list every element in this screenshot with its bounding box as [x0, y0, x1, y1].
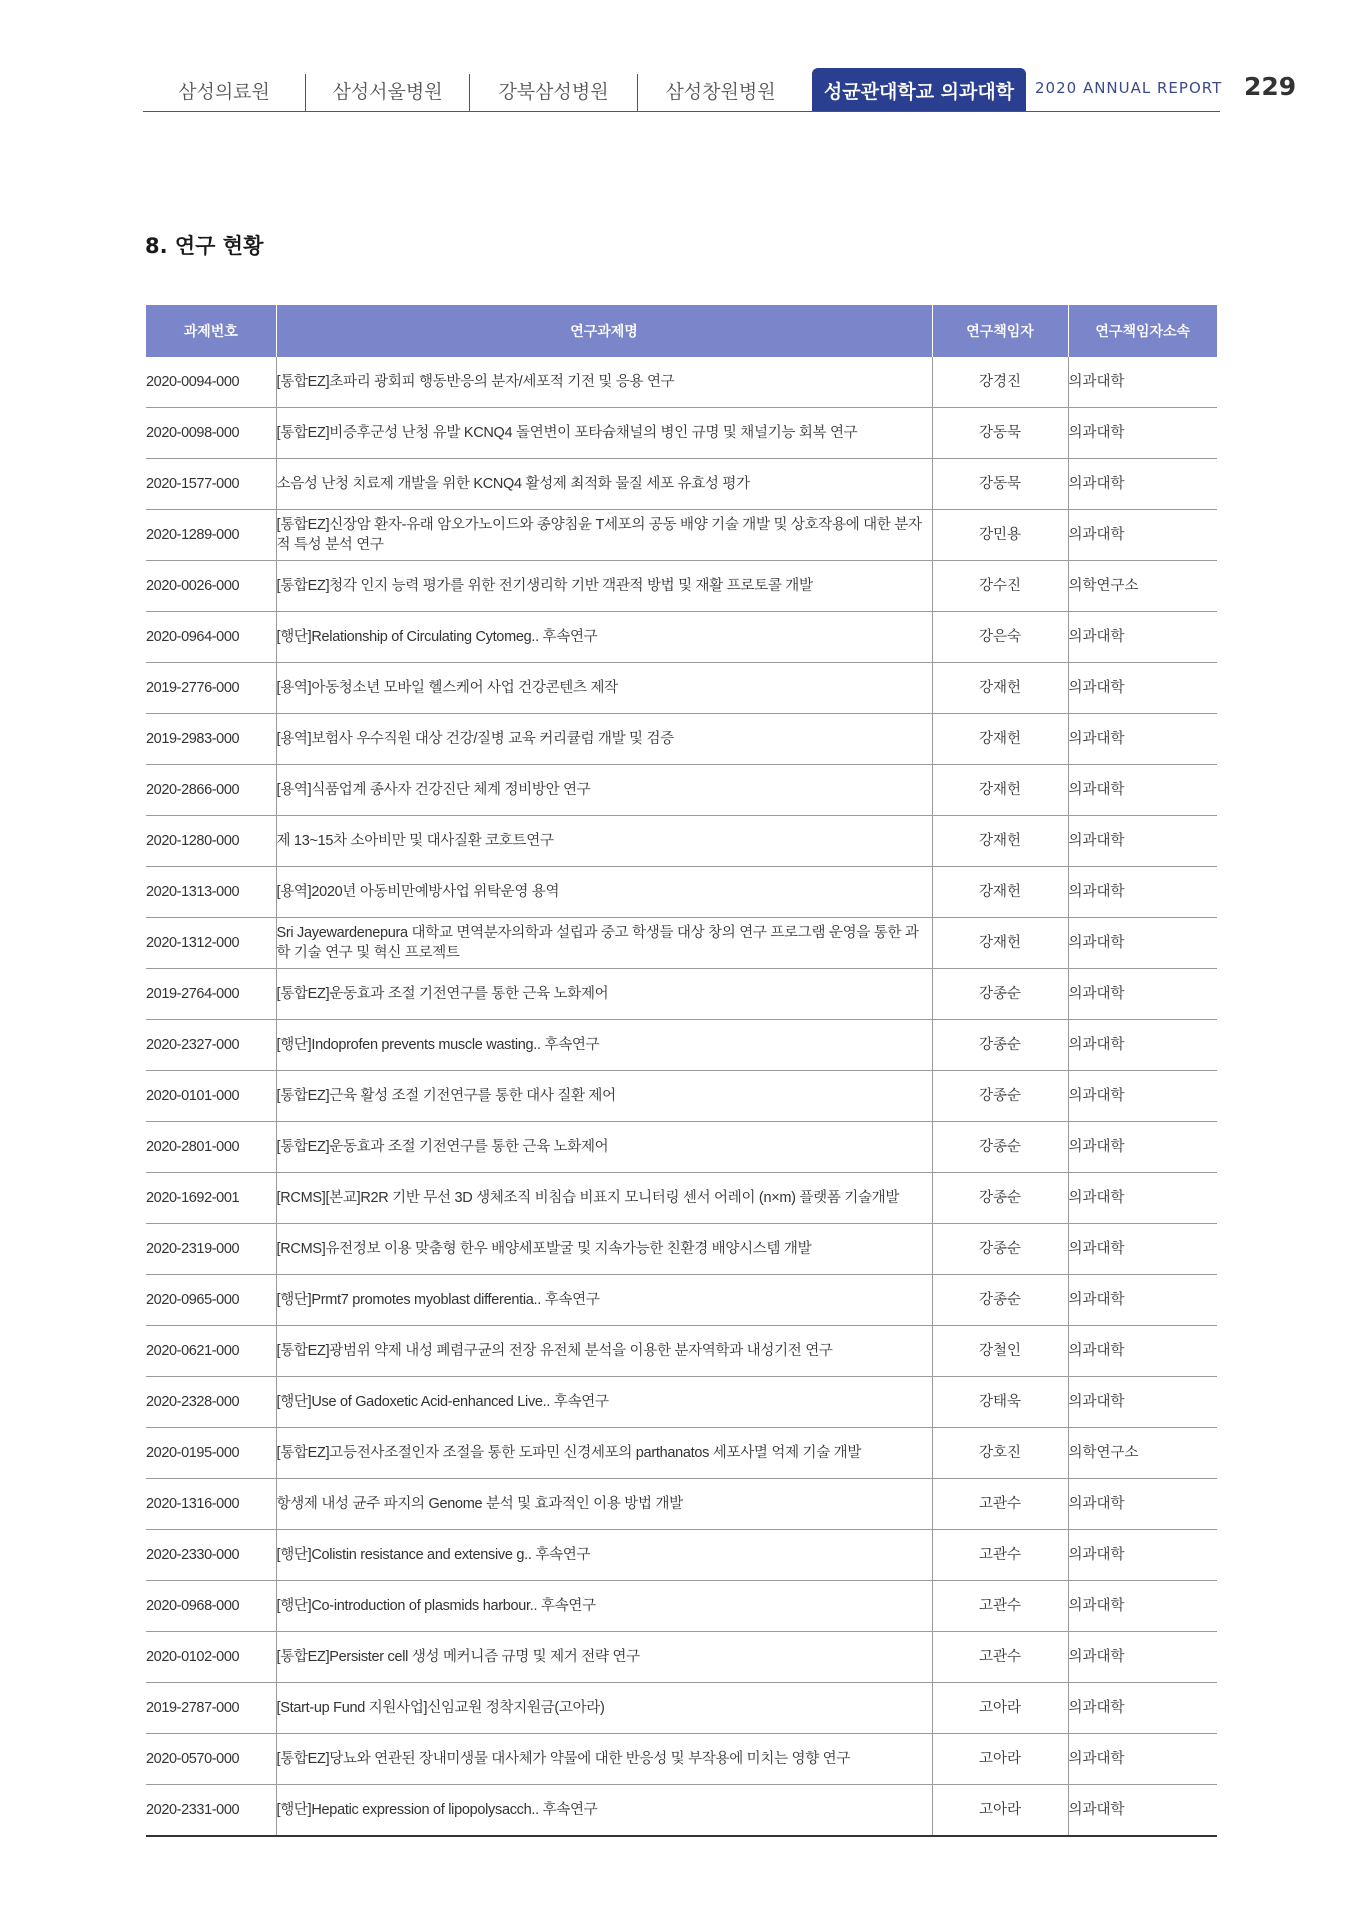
- cell-principal-investigator: 고아라: [932, 1683, 1068, 1734]
- cell-principal-investigator: 고관수: [932, 1530, 1068, 1581]
- section-title: 8. 연구 현황: [145, 234, 264, 258]
- cell-project-title: [Start-up Fund 지원사업]신임교원 정착지원금(고아라): [276, 1683, 932, 1734]
- cell-project-number: 2020-0570-000: [146, 1734, 276, 1785]
- cell-project-title: [통합EZ]고등전사조절인자 조절을 통한 도파민 신경세포의 parthanatos 세포사멸 억제 기술 개발: [276, 1428, 932, 1479]
- header-investigator-affiliation: 연구책임자소속: [1068, 305, 1217, 357]
- cell-affiliation: 의과대학: [1068, 459, 1217, 510]
- cell-affiliation: 의과대학: [1068, 1479, 1217, 1530]
- cell-project-number: 2020-0026-000: [146, 561, 276, 612]
- table-row: [146, 1173, 1217, 1224]
- cell-affiliation: 의과대학: [1068, 408, 1217, 459]
- cell-principal-investigator: 강종순: [932, 1173, 1068, 1224]
- cell-project-number: 2020-2866-000: [146, 765, 276, 816]
- cell-project-title: [행단]Colistin resistance and extensive g.. 후속연구: [276, 1530, 932, 1581]
- cell-principal-investigator: 강재헌: [932, 816, 1068, 867]
- tab-samsung-medical-center[interactable]: 삼성의료원: [178, 80, 270, 103]
- cell-project-number: 2020-2319-000: [146, 1224, 276, 1275]
- cell-principal-investigator: 강종순: [932, 969, 1068, 1020]
- cell-principal-investigator: 강태욱: [932, 1377, 1068, 1428]
- cell-affiliation: 의과대학: [1068, 1632, 1217, 1683]
- table-row: [146, 1326, 1217, 1377]
- cell-affiliation: 의과대학: [1068, 969, 1217, 1020]
- cell-principal-investigator: 고관수: [932, 1479, 1068, 1530]
- cell-affiliation: 의과대학: [1068, 714, 1217, 765]
- cell-project-number: 2020-2801-000: [146, 1122, 276, 1173]
- research-status-table: [146, 305, 1217, 1837]
- cell-affiliation: 의과대학: [1068, 1377, 1217, 1428]
- cell-project-title: [행단]Co-introduction of plasmids harbour.. 후속연구: [276, 1581, 932, 1632]
- table-body: [146, 357, 1217, 1836]
- table-row: [146, 1428, 1217, 1479]
- table-row: [146, 1377, 1217, 1428]
- cell-project-number: 2020-2331-000: [146, 1785, 276, 1837]
- table-row: [146, 714, 1217, 765]
- report-title: 2020 ANNUAL REPORT: [1035, 79, 1223, 97]
- table-row: [146, 357, 1217, 408]
- cell-project-title: [용역]보험사 우수직원 대상 건강/질병 교육 커리큘럼 개발 및 검증: [276, 714, 932, 765]
- cell-affiliation: 의과대학: [1068, 1020, 1217, 1071]
- cell-project-number: 2019-2776-000: [146, 663, 276, 714]
- cell-affiliation: 의과대학: [1068, 1275, 1217, 1326]
- cell-project-title: [행단]Relationship of Circulating Cytomeg.. 후속연구: [276, 612, 932, 663]
- cell-principal-investigator: 강호진: [932, 1428, 1068, 1479]
- cell-project-title: [통합EZ]근육 활성 조절 기전연구를 통한 대사 질환 제어: [276, 1071, 932, 1122]
- cell-affiliation: 의과대학: [1068, 1785, 1217, 1837]
- cell-principal-investigator: 강종순: [932, 1224, 1068, 1275]
- table-row: [146, 612, 1217, 663]
- cell-affiliation: 의학연구소: [1068, 561, 1217, 612]
- cell-project-number: 2020-0101-000: [146, 1071, 276, 1122]
- cell-project-number: 2020-0621-000: [146, 1326, 276, 1377]
- cell-principal-investigator: 고아라: [932, 1734, 1068, 1785]
- cell-project-number: 2020-1316-000: [146, 1479, 276, 1530]
- cell-project-number: 2020-0965-000: [146, 1275, 276, 1326]
- cell-affiliation: 의과대학: [1068, 918, 1217, 969]
- table-row: [146, 459, 1217, 510]
- cell-principal-investigator: 강재헌: [932, 918, 1068, 969]
- cell-project-number: 2020-1312-000: [146, 918, 276, 969]
- cell-project-title: [통합EZ]당뇨와 연관된 장내미생물 대사체가 약물에 대한 반응성 및 부작용에 미치는 영향 연구: [276, 1734, 932, 1785]
- cell-project-title: [용역]식품업계 종사자 건강진단 체계 정비방안 연구: [276, 765, 932, 816]
- cell-project-title: [통합EZ]초파리 광회피 행동반응의 분자/세포적 기전 및 응용 연구: [276, 357, 932, 408]
- cell-affiliation: 의과대학: [1068, 357, 1217, 408]
- cell-affiliation: 의과대학: [1068, 1683, 1217, 1734]
- cell-project-title: [통합EZ]광범위 약제 내성 폐렴구균의 전장 유전체 분석을 이용한 분자역학과 내성기전 연구: [276, 1326, 932, 1377]
- table-row: [146, 663, 1217, 714]
- cell-project-number: 2020-0964-000: [146, 612, 276, 663]
- cell-project-title: [행단]Prmt7 promotes myoblast differentia.. 후속연구: [276, 1275, 932, 1326]
- table-row: [146, 1734, 1217, 1785]
- table-row: [146, 1224, 1217, 1275]
- table-row: [146, 969, 1217, 1020]
- cell-affiliation: 의과대학: [1068, 1071, 1217, 1122]
- cell-project-number: 2020-0094-000: [146, 357, 276, 408]
- cell-project-number: 2020-0968-000: [146, 1581, 276, 1632]
- cell-principal-investigator: 강종순: [932, 1122, 1068, 1173]
- cell-project-number: 2020-0195-000: [146, 1428, 276, 1479]
- tab-kangbuk-samsung-hospital[interactable]: 강북삼성병원: [498, 80, 609, 103]
- cell-project-number: 2020-1280-000: [146, 816, 276, 867]
- cell-principal-investigator: 강동묵: [932, 459, 1068, 510]
- cell-principal-investigator: 강재헌: [932, 663, 1068, 714]
- cell-project-number: 2020-1577-000: [146, 459, 276, 510]
- cell-affiliation: 의학연구소: [1068, 1428, 1217, 1479]
- table-row: [146, 1632, 1217, 1683]
- cell-project-title: [행단]Use of Gadoxetic Acid-enhanced Live.. 후속연구: [276, 1377, 932, 1428]
- cell-principal-investigator: 강수진: [932, 561, 1068, 612]
- cell-affiliation: 의과대학: [1068, 612, 1217, 663]
- cell-affiliation: 의과대학: [1068, 1326, 1217, 1377]
- cell-principal-investigator: 고관수: [932, 1632, 1068, 1683]
- cell-principal-investigator: 고관수: [932, 1581, 1068, 1632]
- cell-project-title: Sri Jayewardenepura 대학교 면역분자의학과 설립과 중고 학생들 대상 창의 연구 프로그램 운영을 통한 과학 기술 연구 및 혁신 프로젝트: [276, 918, 932, 969]
- table-row: [146, 1785, 1217, 1837]
- cell-project-title: [용역]아동청소년 모바일 헬스케어 사업 건강콘텐츠 제작: [276, 663, 932, 714]
- cell-project-title: 항생제 내성 균주 파지의 Genome 분석 및 효과적인 이용 방법 개발: [276, 1479, 932, 1530]
- cell-project-number: 2020-2330-000: [146, 1530, 276, 1581]
- cell-project-title: [RCMS][본교]R2R 기반 무선 3D 생체조직 비침습 비표지 모니터링 센서 어레이 (n×m) 플랫폼 기술개발: [276, 1173, 932, 1224]
- cell-project-number: 2019-2983-000: [146, 714, 276, 765]
- cell-project-title: [용역]2020년 아동비만예방사업 위탁운영 용역: [276, 867, 932, 918]
- cell-project-number: 2020-1313-000: [146, 867, 276, 918]
- cell-principal-investigator: 강은숙: [932, 612, 1068, 663]
- cell-project-number: 2020-2327-000: [146, 1020, 276, 1071]
- header-project-number: 과제번호: [146, 305, 276, 357]
- table-row: [146, 561, 1217, 612]
- cell-project-title: 제 13~15차 소아비만 및 대사질환 코호트연구: [276, 816, 932, 867]
- page-number: 229: [1244, 72, 1297, 101]
- table-row: [146, 510, 1217, 561]
- table-row: [146, 816, 1217, 867]
- cell-principal-investigator: 강철인: [932, 1326, 1068, 1377]
- cell-project-title: [RCMS]유전정보 이용 맞춤형 한우 배양세포발굴 및 지속가능한 친환경 배양시스템 개발: [276, 1224, 932, 1275]
- cell-affiliation: 의과대학: [1068, 1734, 1217, 1785]
- table-row: [146, 1071, 1217, 1122]
- cell-affiliation: 의과대학: [1068, 1581, 1217, 1632]
- cell-principal-investigator: 강종순: [932, 1275, 1068, 1326]
- header-project-title: 연구과제명: [276, 305, 932, 357]
- table-row: [146, 1581, 1217, 1632]
- table-row: [146, 408, 1217, 459]
- cell-principal-investigator: 강재헌: [932, 867, 1068, 918]
- cell-project-title: [행단]Indoprofen prevents muscle wasting.. 후속연구: [276, 1020, 932, 1071]
- cell-principal-investigator: 고아라: [932, 1785, 1068, 1837]
- tab-samsung-changwon-hospital[interactable]: 삼성창원병원: [665, 80, 776, 103]
- cell-affiliation: 의과대학: [1068, 1122, 1217, 1173]
- table-row: [146, 1020, 1217, 1071]
- cell-principal-investigator: 강민용: [932, 510, 1068, 561]
- cell-affiliation: 의과대학: [1068, 816, 1217, 867]
- cell-principal-investigator: 강경진: [932, 357, 1068, 408]
- table-header-row: [146, 305, 1217, 357]
- cell-project-title: [통합EZ]비증후군성 난청 유발 KCNQ4 돌연변이 포타슘채널의 병인 규명 및 채널기능 회복 연구: [276, 408, 932, 459]
- cell-project-number: 2019-2764-000: [146, 969, 276, 1020]
- cell-project-title: [통합EZ]청각 인지 능력 평가를 위한 전기생리학 기반 객관적 방법 및 재활 프로토콜 개발: [276, 561, 932, 612]
- table-row: [146, 1683, 1217, 1734]
- cell-affiliation: 의과대학: [1068, 1530, 1217, 1581]
- cell-project-number: 2020-1692-001: [146, 1173, 276, 1224]
- table-row: [146, 867, 1217, 918]
- cell-project-number: 2019-2787-000: [146, 1683, 276, 1734]
- cell-affiliation: 의과대학: [1068, 510, 1217, 561]
- cell-project-title: [통합EZ]신장암 환자-유래 암오가노이드와 종양침윤 T세포의 공동 배양 기술 개발 및 상호작용에 대한 분자적 특성 분석 연구: [276, 510, 932, 561]
- header-rule: [143, 111, 1220, 112]
- cell-principal-investigator: 강동묵: [932, 408, 1068, 459]
- table-row: [146, 1275, 1217, 1326]
- cell-project-number: 2020-0102-000: [146, 1632, 276, 1683]
- cell-project-title: [통합EZ]운동효과 조절 기전연구를 통한 근육 노화제어: [276, 1122, 932, 1173]
- table-row: [146, 1479, 1217, 1530]
- cell-project-number: 2020-0098-000: [146, 408, 276, 459]
- cell-project-title: [행단]Hepatic expression of lipopolysacch.. 후속연구: [276, 1785, 932, 1837]
- cell-project-number: 2020-2328-000: [146, 1377, 276, 1428]
- tab-skku-medicine[interactable]: 성균관대학교 의과대학: [812, 68, 1026, 112]
- cell-project-title: 소음성 난청 치료제 개발을 위한 KCNQ4 활성제 최적화 물질 세포 유효성 평가: [276, 459, 932, 510]
- cell-affiliation: 의과대학: [1068, 663, 1217, 714]
- cell-affiliation: 의과대학: [1068, 1173, 1217, 1224]
- table-row: [146, 765, 1217, 816]
- table-row: [146, 1122, 1217, 1173]
- tab-samsung-seoul-hospital[interactable]: 삼성서울병원: [332, 80, 443, 103]
- cell-project-title: [통합EZ]Persister cell 생성 메커니즘 규명 및 제거 전략 연구: [276, 1632, 932, 1683]
- cell-affiliation: 의과대학: [1068, 867, 1217, 918]
- cell-principal-investigator: 강재헌: [932, 714, 1068, 765]
- cell-principal-investigator: 강재헌: [932, 765, 1068, 816]
- cell-affiliation: 의과대학: [1068, 1224, 1217, 1275]
- header-principal-investigator: 연구책임자: [932, 305, 1068, 357]
- cell-project-title: [통합EZ]운동효과 조절 기전연구를 통한 근육 노화제어: [276, 969, 932, 1020]
- cell-affiliation: 의과대학: [1068, 765, 1217, 816]
- table-row: [146, 1530, 1217, 1581]
- cell-project-number: 2020-1289-000: [146, 510, 276, 561]
- table-row: [146, 918, 1217, 969]
- cell-principal-investigator: 강종순: [932, 1071, 1068, 1122]
- cell-principal-investigator: 강종순: [932, 1020, 1068, 1071]
